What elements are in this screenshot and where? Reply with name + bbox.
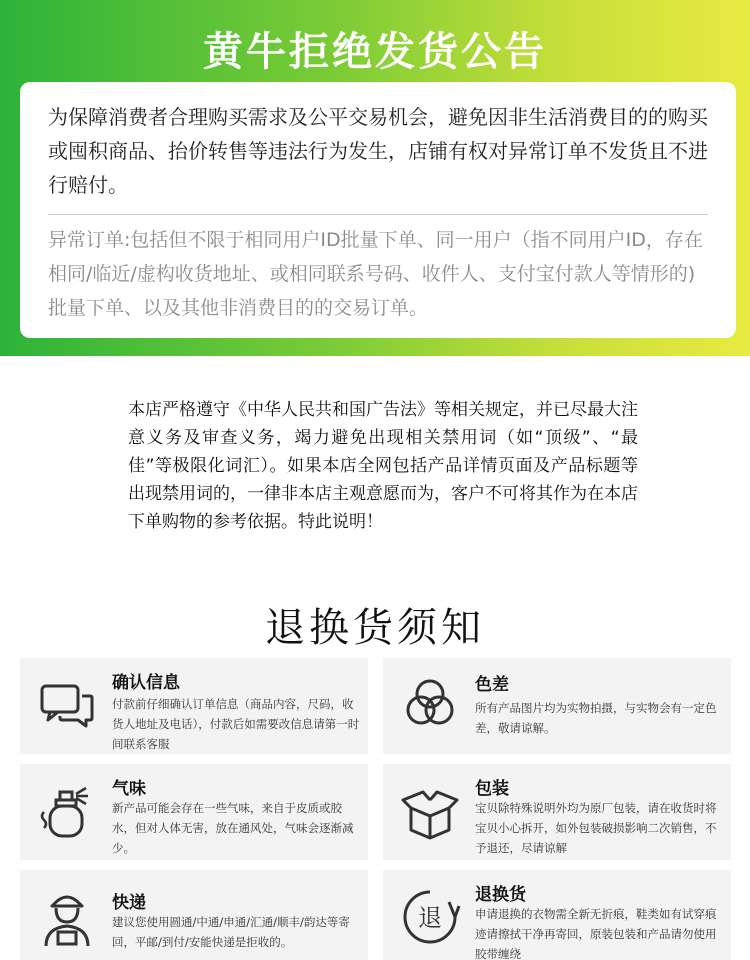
ad-law-notice: 本店严格遵守《中华人民共和国广告法》等相关规定，并已尽最大注意义务及审查义务，竭力避免出现相关禁用词（如“顶级”、“最佳”等极限化词汇）。如果本店全网包括产品详情页面及产品标题等出现禁用词的，一律非本店主观意愿而为，客户不可将其作为在本店下单购物的参考依据。特此说明！ (128, 400, 638, 532)
card-description: 宝贝除特殊说明外均为原厂包装，请在收货时将宝贝小心拆开，如外包装破损影响二次销售，不予退还，尽请谅解 (475, 801, 717, 855)
notice-sub-text: 异常订单:包括但不限于相同用户ID批量下单、同一用户（指不同用户ID，存在相同/临近/虚构收货地址、或相同联系号码、收件人、支付宝付款人等情形的)批量下单、以及其他非消费目的的交易订单。 (48, 229, 703, 319)
card-title: 快递 (112, 893, 146, 913)
notice-card (20, 82, 736, 338)
banner-title: 黄牛拒绝发货公告 (203, 29, 547, 75)
chat-bubbles-icon (36, 674, 98, 736)
card-description: 所有产品图片均为实物拍摄，与实物会有一定色差，敬请谅解。 (475, 701, 717, 735)
perfume-bottle-icon (36, 782, 98, 844)
card-packaging (383, 764, 731, 860)
open-box-icon (399, 782, 461, 844)
color-circles-icon (399, 674, 461, 736)
returns-section-title: 退换货须知 (265, 605, 485, 651)
announcement-banner (0, 0, 750, 356)
return-char: 退 (418, 904, 442, 932)
card-description: 申请退换的衣物需全新无折痕，鞋类如有试穿痕迹请擦拭干净再寄回，原装包装和产品请勿使用胶带缠绕 (475, 907, 717, 960)
card-confirm-info (20, 658, 368, 754)
return-circle-icon (399, 886, 461, 948)
card-return-exchange (383, 870, 731, 960)
notice-main-text: 为保障消费者合理购买需求及公平交易机会，避免因非生活消费目的的购买或囤积商品、抬价转售等违法行为发生，店铺有权对异常订单不发货且不进行赔付。 (48, 105, 708, 197)
card-description: 新产品可能会存在一些气味，来自于皮质或胶水，但对人体无害，放在通风处，气味会逐渐减少。 (112, 801, 354, 855)
card-smell (20, 764, 368, 860)
card-description: 建议您使用圆通/中通/申通/汇通/顺丰/韵达等寄回，平邮/到付/安能快递是拒收的。 (112, 915, 350, 949)
card-title: 色差 (475, 675, 509, 695)
card-title: 气味 (112, 779, 146, 799)
card-color-difference (383, 658, 731, 754)
card-courier (20, 870, 368, 960)
card-description: 付款前仔细确认订单信息（商品内容，尺码，收货人地址及电话），付款后如需要改信息请第一时间联系客服 (112, 697, 360, 751)
card-title: 包装 (475, 779, 509, 799)
card-title: 退换货 (475, 885, 526, 905)
courier-icon (36, 886, 98, 948)
card-title: 确认信息 (112, 673, 180, 693)
notice-divider (48, 214, 708, 215)
